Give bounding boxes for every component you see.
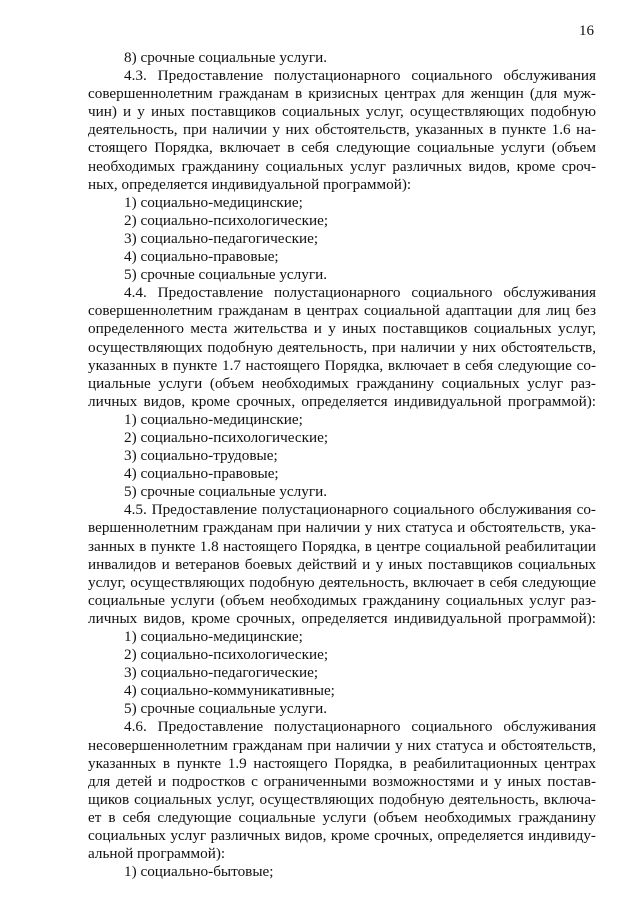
text-line: 3) социально-педагогические; <box>124 664 319 682</box>
text-line: 2) социально-психологические; <box>124 428 329 446</box>
text-line: 5) срочные социальные услуги. <box>124 483 327 501</box>
text-line: занных в пункте 1.8 настоящего Порядка, в центре социальной реабилитации <box>88 537 596 555</box>
text-line: 8) срочные социальные услуги. <box>124 49 327 66</box>
text-line: чин) и у иных поставщиков социальных услуг, осуществляющих подобную <box>88 103 596 121</box>
text-line: 1) социально-бытовые; <box>124 863 274 881</box>
text-line: 1) социально-медицинские; <box>124 628 303 645</box>
text-line: 5) срочные социальные услуги. <box>124 700 327 718</box>
page-number: 16 <box>579 23 594 39</box>
text-line: необходимых гражданину социальных услуг различных видов, кроме сроч- <box>88 157 596 175</box>
text-line: 4.4. Предоставление полустационарного социального обслуживания <box>124 284 596 302</box>
text-line: указанных в пункте 1.9 настоящего Порядка, в реабилитационных центрах <box>88 754 596 772</box>
text-line: услуг, осуществляющих подобную деятельность, включает в себя следующие <box>88 573 596 591</box>
text-line: 2) социально-психологические; <box>124 211 329 229</box>
text-line: альной программой): <box>88 845 226 863</box>
text-line: циальные услуги (объем необходимых гражданину социальных услуг раз- <box>88 374 596 392</box>
text-line: 1) социально-медицинские; <box>124 410 303 428</box>
text-line: стоящего Порядка, включает в себя следующие социальные услуги (объем <box>88 139 596 157</box>
text-line: социальные услуги (объем необходимых гражданину социальных услуг раз- <box>88 591 596 609</box>
text-line: деятельность, при наличии у них обстоятельств, указанных в пункте 1.6 на- <box>88 121 596 139</box>
text-line: для детей и подростков с ограниченными возможностями и у иных постав- <box>88 772 596 790</box>
text-line: ных, определяется индивидуальной программой): <box>88 175 412 193</box>
text-line: 4) социально-правовые; <box>124 248 279 266</box>
text-line: 2) социально-психологические; <box>124 646 329 664</box>
text-line: совершеннолетним гражданам в центрах социальной адаптации для лиц без <box>88 302 596 320</box>
text-line: определенного места жительства и у иных поставщиков социальных услуг, <box>88 320 596 338</box>
text-line: социальных услуг различных видов, кроме срочных, определяется индивиду- <box>88 827 596 845</box>
text-line: вершеннолетним гражданам при наличии у них статуса и обстоятельств, ука- <box>88 519 596 537</box>
text-line: 4.6. Предоставление полустационарного социального обслуживания <box>124 718 596 736</box>
text-line: 3) социально-трудовые; <box>124 447 278 465</box>
text-line: 4) социально-правовые; <box>124 465 279 483</box>
text-line: 4.3. Предоставление полустационарного социального обслуживания <box>124 67 596 85</box>
text-line: ет в себя следующие социальные услуги (объем необходимых гражданину <box>88 808 596 826</box>
text-line: 4) социально-коммуникативные; <box>124 682 335 700</box>
text-line: личных видов, кроме срочных, определяется индивидуальной программой): <box>88 609 596 627</box>
text-line: указанных в пункте 1.7 настоящего Порядка, включает в себя следующие со- <box>88 356 596 374</box>
text-line: личных видов, кроме срочных, определяется индивидуальной программой): <box>88 392 596 410</box>
document-body <box>88 49 596 881</box>
text-line: осуществляющих подобную деятельность, при наличии у них обстоятельств, <box>88 338 596 356</box>
text-line: совершеннолетним гражданам в кризисных центрах для женщин (для муж- <box>88 85 596 103</box>
text-line: инвалидов и ветеранов боевых действий и у иных поставщиков социальных <box>88 555 596 573</box>
text-line: 4.5. Предоставление полустационарного социального обслуживания со- <box>124 501 596 519</box>
text-line: 1) социально-медицинские; <box>124 193 303 211</box>
text-line: щиков социальных услуг, осуществляющих подобную деятельность, включа- <box>88 790 596 808</box>
text-line: несовершеннолетним гражданам при наличии у них статуса и обстоятельств, <box>88 736 596 754</box>
text-line: 3) социально-педагогические; <box>124 229 319 247</box>
text-line: 5) срочные социальные услуги. <box>124 266 327 284</box>
